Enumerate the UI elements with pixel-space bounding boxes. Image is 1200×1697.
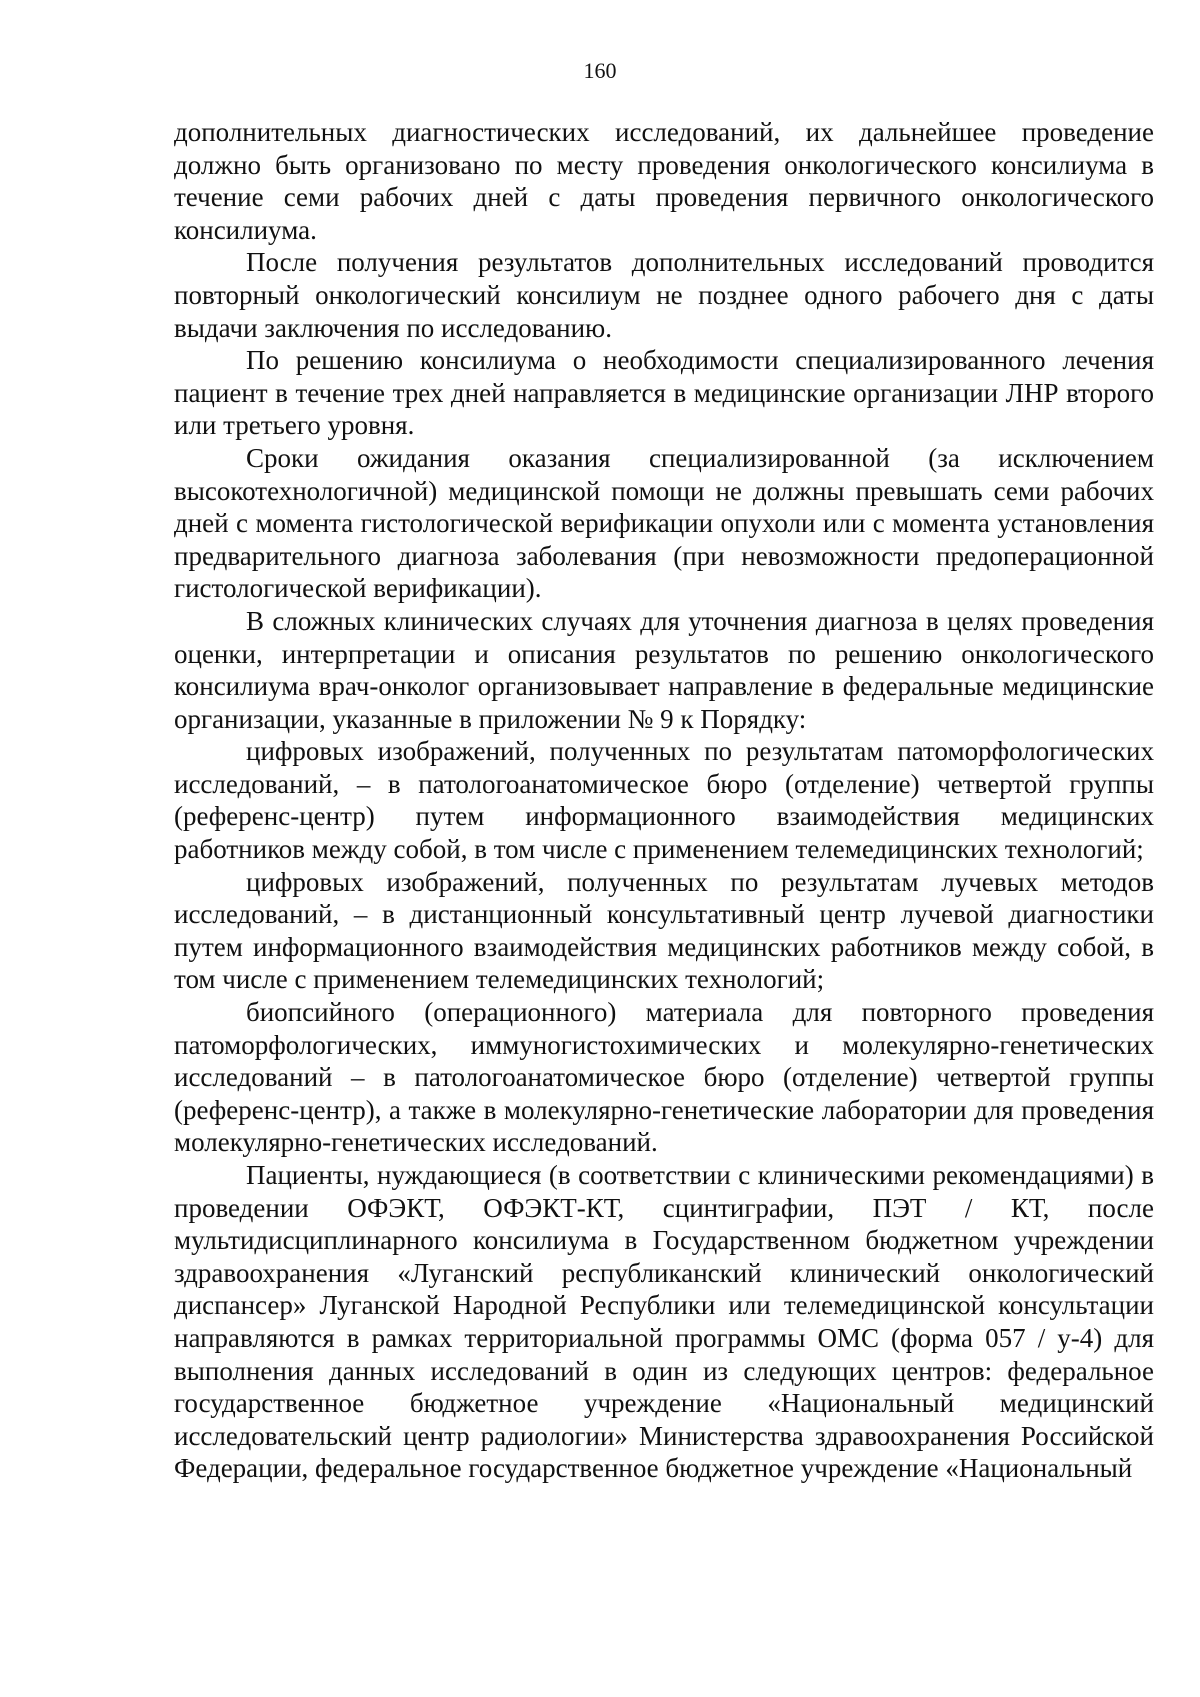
list-item: цифровых изображений, полученных по результатам лучевых методов исследований, – в дистанционный консультативный центр лучевой диагностики путем информационного взаимодействия медицинских работников между собой, в том числе с применением телемедицинских технологий; (174, 866, 1154, 995)
paragraph: В сложных клинических случаях для уточнения диагноза в целях проведения оценки, интерпретации и описания результатов по решению онкологического консилиума врач-онколог организовывает направление в федеральные медицинские организации, указанные в приложении № 9 к Порядку: (174, 605, 1154, 734)
list-item: биопсийного (операционного) материала для повторного проведения патоморфологических, иммуногистохимических и молекулярно-генетических исследований – в патологоанатомическое бюро (отделение) четвертой группы (референс-центр), а также в молекулярно-генетические лаборатории для проведения молекулярно-генетических исследований. (174, 997, 1154, 1158)
paragraph: Сроки ожидания оказания специализированной (за исключением высокотехнологичной) медицинской помощи не должны превышать семи рабочих дней с момента гистологической верификации опухоли или с момента установления предварительного диагноза заболевания (при невозможности предоперационной гистологической верификации). (174, 442, 1154, 604)
paragraph: По решению консилиума о необходимости специализированного лечения пациент в течение трех дней направляется в медицинские организации ЛНР второго или третьего уровня. (174, 345, 1154, 441)
document-body (174, 116, 1154, 1485)
paragraph: После получения результатов дополнительных исследований проводится повторный онкологический консилиум не позднее одного рабочего дня с даты выдачи заключения по исследованию. (174, 247, 1154, 343)
page-number: 160 (583, 58, 617, 83)
paragraph: Пациенты, нуждающиеся (в соответствии с клиническими рекомендациями) в проведении ОФЭКТ, ОФЭКТ-КТ, сцинтиграфии, ПЭТ / КТ, после мультидисциплинарного консилиума в Государственном бюджетном учреждении здравоохранения «Луганский республиканский клинический онкологический диспансер» Луганской Народной Республики или телемедицинской консультации направляются в рамках территориальной программы ОМС (форма 057 / у-4) для выполнения данных исследований в один из следующих центров: федеральное государственное бюджетное учреждение «Национальный медицинский исследовательский центр радиологии» Министерства здравоохранения Российской Федерации, федеральное государственное бюджетное учреждение «Национальный (174, 1160, 1154, 1484)
paragraph-continuation: дополнительных диагностических исследований, их дальнейшее проведение должно быть организовано по месту проведения онкологического консилиума в течение семи рабочих дней с даты проведения первичного онкологического консилиума. (174, 117, 1154, 245)
list-item: цифровых изображений, полученных по результатам патоморфологических исследований, – в патологоанатомическое бюро (отделение) четвертой группы (референс-центр) путем информационного взаимодействия медицинских работников между собой, в том числе с применением телемедицинских технологий; (174, 736, 1154, 865)
